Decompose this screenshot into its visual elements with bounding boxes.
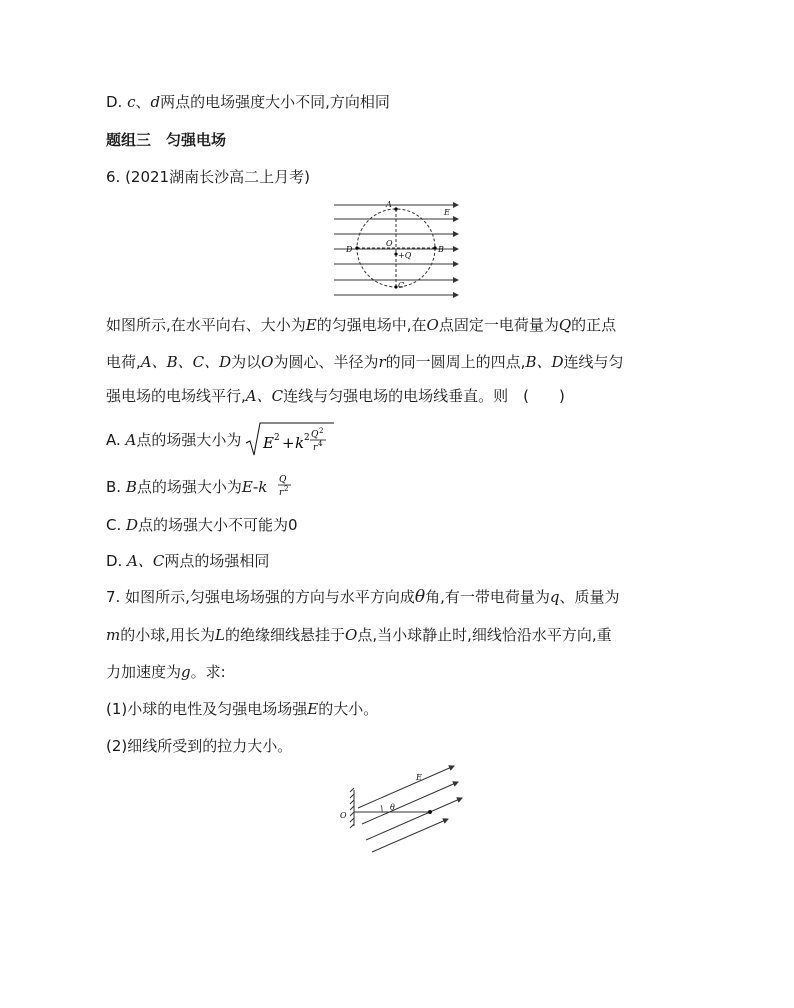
section-heading: 题组三 匀强电场 — [106, 131, 227, 149]
q6-stem-line3: 强电场的电场线平行,A、C连线与匀强电场的电场线垂直。则 ( ) — [106, 387, 565, 405]
q6-stem-line1: 如图所示,在水平向右、大小为E的匀强电场中,在O点固定一电荷量为Q的正点 — [106, 316, 617, 334]
prev-option-d: D. c、d两点的电场强度大小不同,方向相同 — [106, 93, 390, 111]
label-Q: +Q — [398, 251, 412, 260]
q7-line3: 力加速度为g。求: — [106, 663, 226, 681]
svg-text:r: r — [279, 488, 284, 498]
q6-option-a: A. A点的场强大小为 — [106, 431, 242, 449]
label-E: E — [444, 208, 450, 217]
q7-sub2: (2)细线所受到的拉力大小。 — [106, 737, 293, 755]
svg-text:Q: Q — [311, 430, 319, 440]
q7-line1: 7. 如图所示,匀强电场场强的方向与水平方向成θ角,有一带电荷量为q、质量为 — [106, 587, 620, 607]
q7-line2: m的小球,用长为L的绝缘细线悬挂于O点,当小球静止时,细线恰沿水平方向,重 — [106, 626, 612, 644]
svg-text:2: 2 — [304, 433, 310, 443]
q6-figure — [334, 197, 462, 299]
svg-text:2: 2 — [284, 485, 289, 493]
label-E: E — [416, 773, 422, 782]
ball — [428, 810, 432, 814]
svg-text:4: 4 — [318, 440, 323, 448]
svg-text:+: + — [282, 434, 295, 452]
label-C: C — [398, 281, 405, 290]
svg-text:2: 2 — [319, 427, 324, 435]
q6-option-d: D. A、C两点的场强相同 — [106, 552, 270, 570]
svg-text:E: E — [263, 434, 274, 452]
formula-q-over-r2 — [276, 472, 296, 500]
formula-sqrt — [244, 419, 336, 459]
svg-text:k: k — [295, 434, 305, 452]
q6-option-b: B. B点的场强大小为E-k — [106, 478, 268, 496]
field-lines — [358, 766, 462, 852]
label-A: A — [386, 200, 392, 209]
q6-header: 6. (2021湖南长沙高二上月考) — [106, 168, 310, 186]
label-B: B — [438, 245, 444, 254]
label-O: O — [340, 811, 347, 820]
label-D: D — [346, 245, 353, 254]
label-O: O — [386, 239, 393, 248]
label-theta: θ — [390, 803, 395, 812]
svg-text:r: r — [313, 443, 318, 453]
wall — [350, 788, 354, 828]
svg-text:2: 2 — [274, 433, 280, 443]
q7-sub1: (1)小球的电性及匀强电场场强E的大小。 — [106, 700, 379, 718]
q7-figure — [336, 760, 468, 856]
q6-stem-line2: 电荷,A、B、C、D为以O为圆心、半径为r的同一圆周上的四点,B、D连线与匀 — [106, 353, 624, 371]
q6-option-c: C. D点的场强大小不可能为0 — [106, 516, 298, 534]
svg-text:Q: Q — [279, 475, 287, 485]
